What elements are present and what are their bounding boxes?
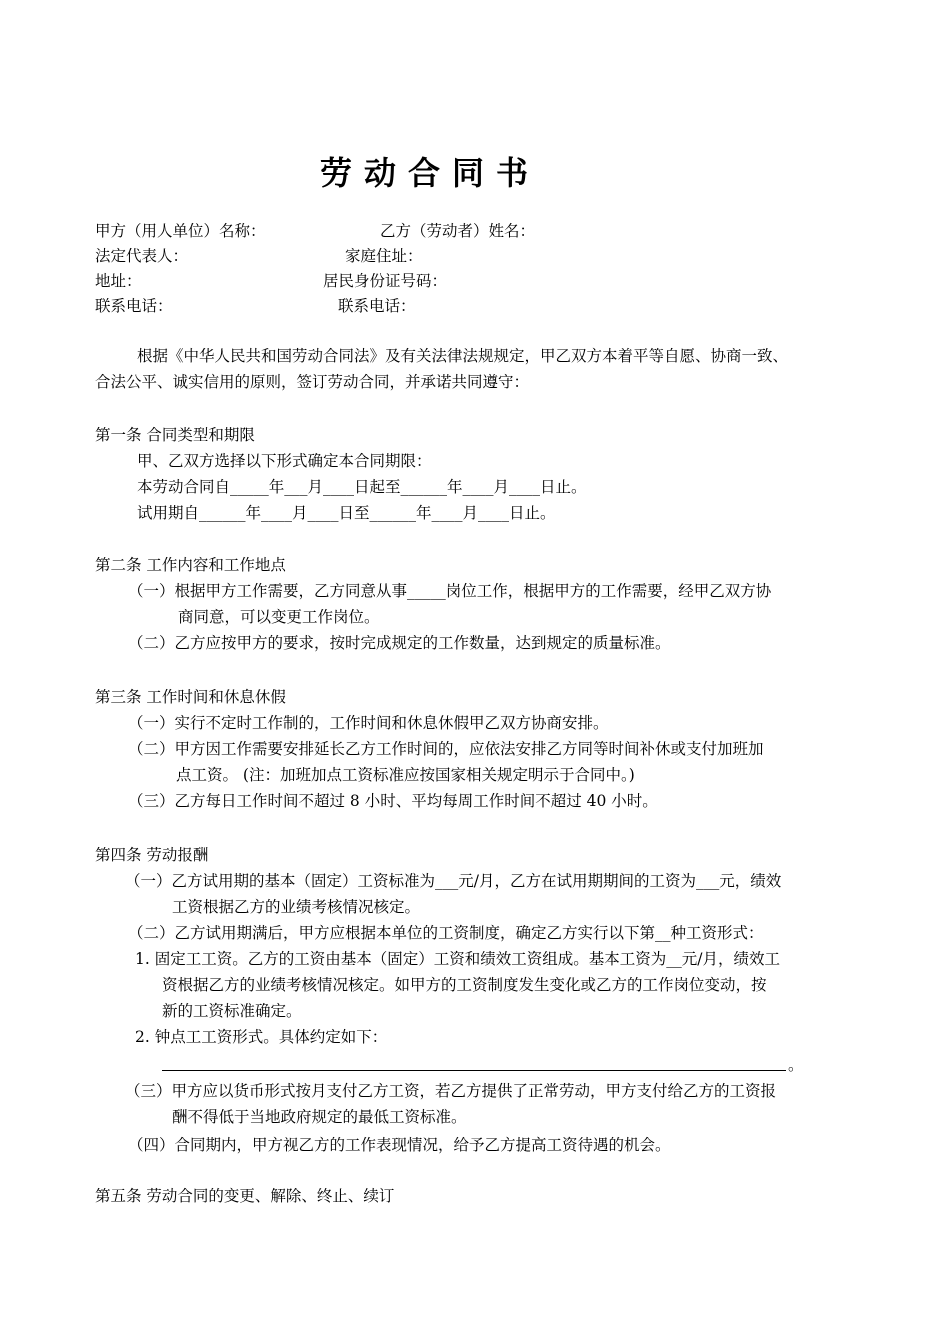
party-b-id-label: 居民身份证号码： bbox=[323, 272, 448, 290]
article-line: （三）甲方应以货币形式按月支付乙方工资，若乙方提供了正常劳动，甲方支付给乙方的工资报 bbox=[125, 1082, 777, 1100]
article-line: 2. 钟点工工资形式。具体约定如下： bbox=[135, 1028, 388, 1046]
article-line: （四）合同期内，甲方视乙方的工作表现情况，给予乙方提高工资待遇的机会。 bbox=[128, 1136, 671, 1154]
article-line: 。 bbox=[788, 1056, 804, 1074]
party-b-phone-label: 联系电话： bbox=[338, 297, 416, 315]
article-line: 资根据乙方的业绩考核情况核定。如甲方的工资制度发生变化或乙方的工作岗位变动，按 bbox=[162, 976, 767, 994]
article-line: 工资根据乙方的业绩考核情况核定。 bbox=[172, 898, 421, 916]
article-line: 1. 固定工工资。乙方的工资由基本（固定）工资和绩效工资组成。基本工资为__元/月，绩效工 bbox=[135, 950, 780, 968]
article-5-heading: 第五条 劳动合同的变更、解除、终止、续订 bbox=[95, 1187, 395, 1205]
article-line: （一）根据甲方工作需要，乙方同意从事_____岗位工作，根据甲方的工作需要，经甲乙双方协 bbox=[128, 582, 772, 600]
party-a-address-label: 地址： bbox=[95, 272, 142, 290]
party-a-name-label: 甲方（用人单位）名称： bbox=[95, 222, 266, 240]
article-4-heading: 第四条 劳动报酬 bbox=[95, 846, 209, 864]
article-line: 商同意，可以变更工作岗位。 bbox=[178, 608, 380, 626]
article-line: （二）乙方应按甲方的要求，按时完成规定的工作数量，达到规定的质量标准。 bbox=[128, 634, 671, 652]
preamble-line: 根据《中华人民共和国劳动合同法》及有关法律法规规定，甲乙双方本着平等自愿、协商一致、 bbox=[137, 347, 789, 365]
document-title: 劳动合同书 bbox=[319, 154, 540, 192]
preamble-line: 合法公平、诚实信用的原则，签订劳动合同，并承诺共同遵守： bbox=[95, 373, 530, 391]
party-a-phone-label: 联系电话： bbox=[95, 297, 173, 315]
article-line: 新的工资标准确定。 bbox=[162, 1002, 302, 1020]
article-line: （一）乙方试用期的基本（固定）工资标准为___元/月，乙方在试用期期间的工资为___元，绩效 bbox=[125, 872, 782, 890]
article-line: （三）乙方每日工作时间不超过 8 小时、平均每周工作时间不超过 40 小时。 bbox=[128, 792, 658, 810]
article-line: 点工资。 (注：加班加点工资标准应按国家相关规定明示于合同中。) bbox=[176, 766, 635, 784]
article-line: 酬不得低于当地政府规定的最低工资标准。 bbox=[172, 1108, 467, 1126]
party-a-rep-label: 法定代表人： bbox=[95, 247, 189, 265]
article-line: （一）实行不定时工作制的，工作时间和休息休假甲乙双方协商安排。 bbox=[128, 714, 609, 732]
article-line: 甲、乙双方选择以下形式确定本合同期限： bbox=[137, 452, 432, 470]
party-b-home-label: 家庭住址： bbox=[345, 247, 423, 265]
party-b-name-label: 乙方（劳动者）姓名： bbox=[380, 222, 536, 240]
article-line: 试用期自______年____月____日至______年____月____日止。 bbox=[137, 504, 556, 522]
article-line: （二）甲方因工作需要安排延长乙方工作时间的，应依法安排乙方同等时间补休或支付加班加 bbox=[128, 740, 764, 758]
article-line: （二）乙方试用期满后，甲方应根据本单位的工资制度，确定乙方实行以下第__种工资形式： bbox=[128, 924, 764, 942]
fill-in-blank-line bbox=[162, 1070, 786, 1071]
article-2-heading: 第二条 工作内容和工作地点 bbox=[95, 556, 286, 574]
article-3-heading: 第三条 工作时间和休息休假 bbox=[95, 688, 286, 706]
article-1-heading: 第一条 合同类型和期限 bbox=[95, 426, 255, 444]
article-line: 本劳动合同自_____年___月____日起至______年____月____日止。 bbox=[137, 478, 587, 496]
